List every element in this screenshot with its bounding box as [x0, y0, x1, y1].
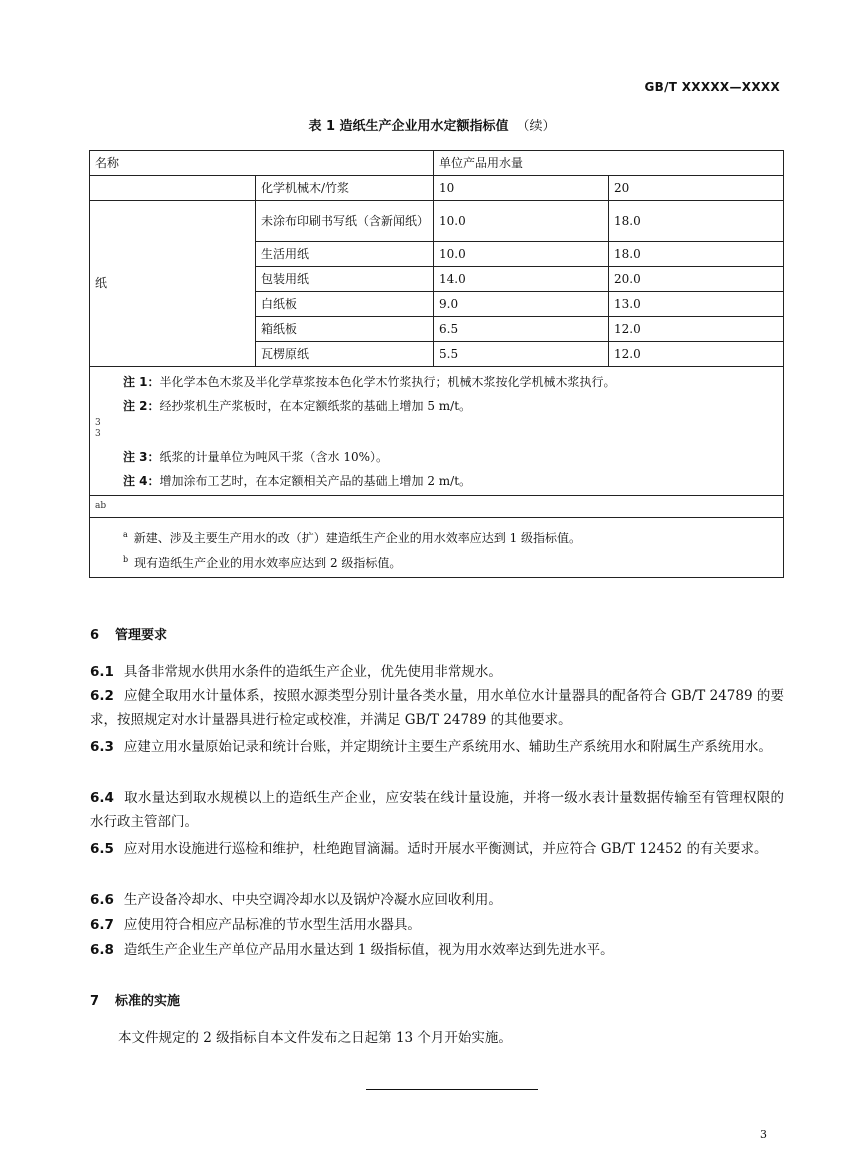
note-label: 注 3：: [123, 450, 160, 464]
clause-number: 6.5: [90, 841, 114, 857]
footnotes-row: [90, 518, 784, 578]
level1-value-cell: 5.5: [434, 342, 609, 367]
ab-mark-cell: ab: [90, 496, 784, 518]
clause-6-7: [90, 913, 784, 937]
level1-value-cell: 9.0: [434, 292, 609, 317]
notes-cell: [90, 367, 784, 496]
table-footnote: [95, 527, 778, 546]
clause-text: 应对用水设施进行巡检和维护，杜绝跑冒滴漏。适时开展水平衡测试，并应符合 GB/T 12452 的有关要求。: [123, 841, 768, 857]
clause-6-6: [90, 888, 784, 912]
section-title: 管理要求: [115, 628, 168, 643]
water-quota-table: [89, 150, 784, 578]
table-note: [95, 399, 778, 414]
level2-value-cell: 18.0: [609, 242, 784, 267]
document-code: GB/T XXXXX—XXXX: [644, 80, 780, 94]
ab-mark-row: [90, 496, 784, 518]
clause-number: 6.2: [90, 688, 114, 704]
level1-value-cell: 10.0: [434, 201, 609, 242]
product-cell: 瓦楞原纸: [256, 342, 434, 367]
clause-number: 6.4: [90, 790, 114, 806]
clause-number: 6.8: [90, 942, 114, 958]
table-footnote: [95, 552, 778, 571]
table-row: [90, 176, 784, 201]
level2-value-cell: 20.0: [609, 267, 784, 292]
section-6-heading: [90, 624, 167, 643]
clause-text: 应使用符合相应产品标准的节水型生活用水器具。: [123, 917, 421, 933]
clause-number: 6.3: [90, 739, 114, 755]
clause-text: 取水量达到取水规模以上的造纸生产企业，应安装在线计量设施，并将一级水表计量数据传输至有管理权限的水行政主管部门。: [90, 790, 784, 830]
note-text: 增加涂布工艺时，在本定额相关产品的基础上增加 2 m/t。: [159, 474, 472, 488]
table-note: [95, 450, 778, 465]
product-cell: 生活用纸: [256, 242, 434, 267]
table-note: [95, 474, 778, 489]
page-number: 3: [760, 1128, 767, 1141]
clause-6-3: [90, 735, 784, 759]
table-title: [0, 115, 864, 134]
clause-text: 生产设备冷却水、中央空调冷却水以及锅炉冷凝水应回收利用。: [123, 892, 502, 908]
clause-text: 应健全取用水计量体系，按照水源类型分别计量各类水量，用水单位水计量器具的配备符合 GB/T 24789 的要求，按照规定对水计量器具进行检定或校准，并满足 GB/T 24789 的其他要求。: [90, 688, 784, 728]
level2-value-cell: 18.0: [609, 201, 784, 242]
product-cell: 包装用纸: [256, 267, 434, 292]
note-text: 纸浆的计量单位为吨风干浆（含水 10%）。: [159, 450, 389, 464]
clause-text: 造纸生产企业生产单位产品用水量达到 1 级指标值，视为用水效率达到先进水平。: [123, 942, 614, 958]
note-label: 注 1：: [123, 375, 160, 389]
footnote-text: 现有造纸生产企业的用水效率应达到 2 级指标值。: [134, 556, 402, 570]
product-cell: 未涂布印刷书写纸（含新闻纸）: [256, 201, 434, 242]
notes-row: [90, 367, 784, 496]
empty-cell: [90, 176, 256, 201]
header-name-cell: 名称: [90, 151, 434, 176]
footnote-mark: b: [123, 555, 129, 564]
clause-6-2: [90, 684, 784, 732]
table-header-row: [90, 151, 784, 176]
note-text: 半化学本色木浆及半化学草浆按本色化学木竹浆执行；机械木浆按化学机械木浆执行。: [159, 375, 616, 389]
product-cell: 化学机械木/竹浆: [256, 176, 434, 201]
table-note: [95, 375, 778, 390]
clause-6-5: [90, 837, 784, 861]
table-row: [90, 201, 784, 242]
clause-number: 6.6: [90, 892, 114, 908]
clause-6-1: [90, 660, 784, 684]
clause-number: 6.1: [90, 664, 114, 680]
stray-mark: 3: [95, 429, 101, 439]
product-cell: 白纸板: [256, 292, 434, 317]
note-text: 经抄浆机生产浆板时，在本定额纸浆的基础上增加 5 m/t。: [159, 399, 472, 413]
clause-text: 应建立用水量原始记录和统计台账，并定期统计主要生产系统用水、辅助生产系统用水和附属生产系统用水。: [123, 739, 772, 755]
section-number: 6: [90, 628, 100, 643]
level1-value-cell: 10: [434, 176, 609, 201]
section-7-heading: [90, 990, 180, 1009]
header-unit-cell: 单位产品用水量: [434, 151, 784, 176]
end-rule: [366, 1089, 538, 1090]
clause-6-8: [90, 938, 784, 962]
note-label: 注 4：: [123, 474, 160, 488]
section-title: 标准的实施: [115, 994, 181, 1009]
implementation-paragraph: 本文件规定的 2 级指标自本文件发布之日起第 13 个月开始实施。: [118, 1030, 512, 1046]
level1-value-cell: 6.5: [434, 317, 609, 342]
group-label-cell: 纸: [90, 201, 256, 367]
clause-6-4: [90, 786, 784, 834]
level2-value-cell: 13.0: [609, 292, 784, 317]
clause-text: 具备非常规水供用水条件的造纸生产企业，优先使用非常规水。: [123, 664, 502, 680]
level2-value-cell: 12.0: [609, 342, 784, 367]
level1-value-cell: 14.0: [434, 267, 609, 292]
footnote-text: 新建、涉及主要生产用水的改（扩）建造纸生产企业的用水效率应达到 1 级指标值。: [133, 531, 582, 545]
note-label: 注 2：: [123, 399, 160, 413]
product-cell: 箱纸板: [256, 317, 434, 342]
level2-value-cell: 12.0: [609, 317, 784, 342]
stray-mark: 3: [95, 418, 101, 428]
table-title-text: 表 1 造纸生产企业用水定额指标值: [308, 119, 509, 134]
clause-number: 6.7: [90, 917, 114, 933]
section-number: 7: [90, 994, 100, 1009]
level1-value-cell: 10.0: [434, 242, 609, 267]
footnote-mark: a: [123, 530, 128, 539]
table-continued-label: （续）: [516, 119, 556, 134]
level2-value-cell: 20: [609, 176, 784, 201]
footnotes-cell: [90, 518, 784, 578]
